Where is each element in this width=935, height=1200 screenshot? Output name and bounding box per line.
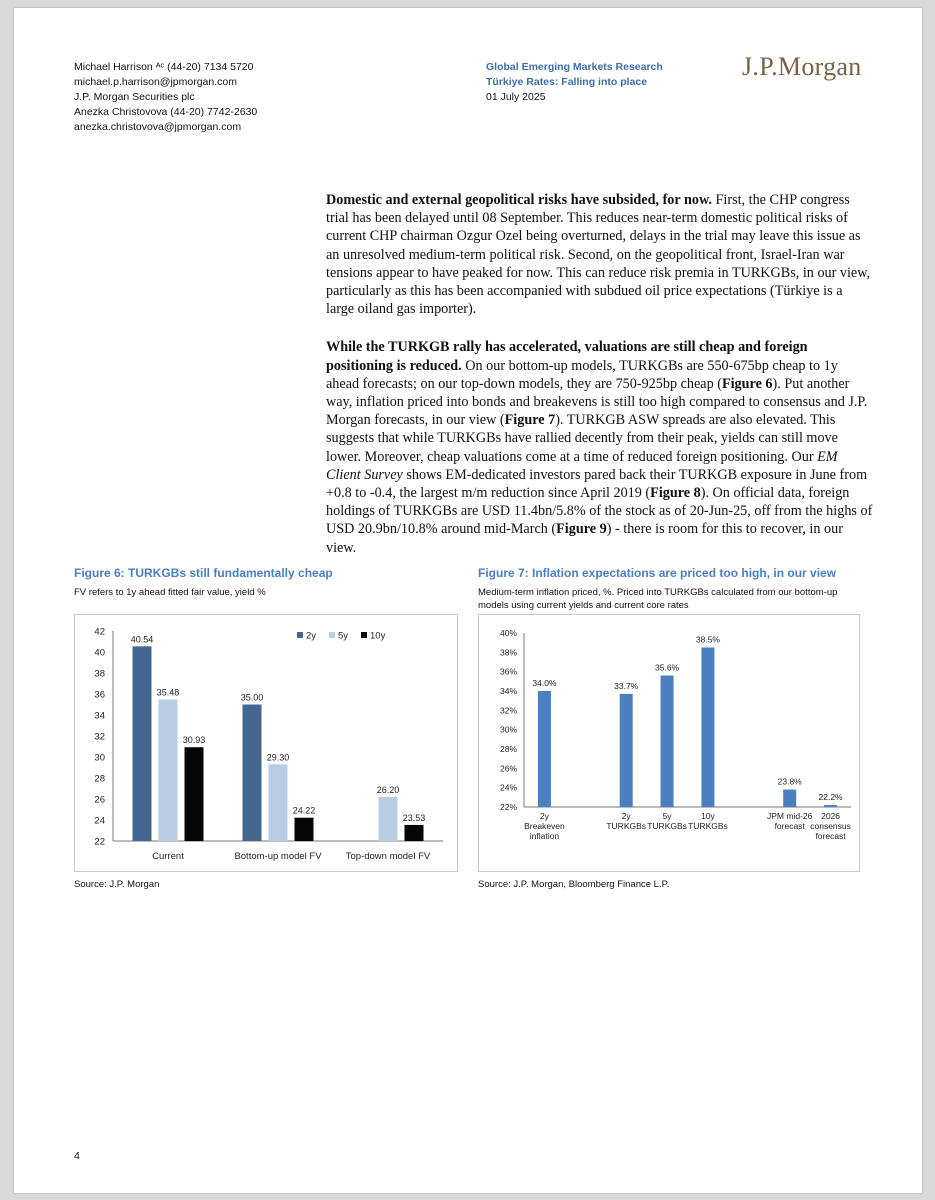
fig7-y-tick-label: 24% — [499, 782, 517, 793]
paragraph-lead: Domestic and external geopolitical risks have subsided, for now. — [326, 192, 712, 208]
fig7-y-tick-label: 38% — [499, 647, 517, 658]
author-email[interactable]: anezka.christovova@jpmorgan.com — [74, 121, 242, 133]
fig7-chart — [478, 614, 860, 872]
fig7-title: Figure 7: Inflation expectations are priced too high, in our view — [478, 566, 837, 580]
fig7-source: Source: J.P. Morgan, Bloomberg Finance L.P. — [478, 879, 670, 890]
report-date: 01 July 2025 — [486, 91, 546, 103]
fig7-x-tick-label: consensus — [810, 821, 851, 831]
paragraph-text: shows EM-dedicated investors pared back their TURKGB exposure in June from +0.8 to -0.4, the largest m/m reduction since April 2019 ( — [326, 466, 868, 502]
fig7-x-tick-label: TURKGBs — [688, 821, 728, 831]
paragraph-text: ). TURKGB ASW spreads are also elevated. This suggests that while TURKGBs have rallied decently from their peak, yields can still move lower. Moreover, cheap valuations come at a time of reduced foreign positioning. Our — [326, 412, 838, 465]
report-title: Türkiye Rates: Falling into place — [486, 76, 648, 88]
fig6-data-label: 24.22 — [292, 805, 316, 816]
fig7-x-tick-label: JPM mid-26 — [767, 811, 813, 821]
fig6-y-tick-label: 36 — [94, 689, 105, 701]
figure-link[interactable]: Figure 8 — [650, 485, 701, 502]
paragraph-lead: While the TURKGB rally has accelerated, valuations are still cheap and foreign positioning is reduced. — [326, 339, 808, 374]
fig6-data-label: 40.54 — [130, 634, 154, 645]
paragraph-text: ) - there is room for this to recover, in our view. — [326, 521, 843, 556]
fig6-data-label: 29.30 — [266, 752, 290, 763]
fig7-data-label: 35.6% — [655, 662, 680, 673]
paragraph-text: On our bottom-up models, TURKGBs are 550-675bp cheap to 1y ahead forecasts; on our top-down models, they are 750-925bp cheap ( — [326, 357, 838, 392]
fig7-bar — [783, 790, 796, 807]
fig7-data-label: 34.0% — [532, 678, 557, 688]
paragraph-text: First, the CHP congress trial has been delayed until 08 September. This reduces near-term domestic political risks of current CHP chairman Ozgur Ozel being overturned, delays in the trial may leave this issue as an unresolved medium-term political risk. Second, on the geopolitical front, Israel-Iran war tensions appear to have peaked for now. This can reduce risk premia in TURKGBs, in our view, particularly as this has been accompanied with subdued oil price expectations (Türkiye is a large oiland gas importer). — [326, 192, 871, 318]
fig6-legend-label: 2y — [306, 630, 317, 642]
fig6-y-tick-label: 38 — [94, 668, 105, 680]
fig6-y-tick-label: 26 — [94, 794, 105, 806]
report-page — [14, 8, 922, 1193]
author-line: J.P. Morgan Securities plc — [74, 91, 195, 103]
fig7-y-tick-label: 40% — [499, 628, 517, 638]
fig6-data-label: 35.48 — [156, 687, 180, 698]
fig7-y-tick-label: 36% — [499, 666, 517, 677]
fig6-x-tick-label: Current — [152, 851, 184, 862]
fig6-legend-swatch — [329, 632, 335, 638]
survey-name: EM Client Survey — [326, 448, 838, 483]
fig6-data-label: 26.20 — [376, 784, 400, 795]
fig7-x-tick-label: TURKGBs — [606, 821, 647, 831]
fig6-chart — [74, 614, 458, 872]
fig7-subtitle: Medium-term inflation priced, %. Priced into TURKGBs calculated from our bottom-up models using current yields and current core rates — [478, 587, 838, 611]
fig6-y-tick-label: 32 — [94, 731, 105, 743]
fig6-bar-5y — [379, 797, 398, 841]
fig6-y-tick-label: 40 — [94, 647, 105, 659]
author-line: Michael Harrison ᴬᶜ (44-20) 7134 5720 — [74, 61, 254, 73]
fig6-y-tick-label: 22 — [94, 836, 105, 848]
fig6-legend-swatch — [361, 632, 367, 638]
fig7-data-label: 22.2% — [818, 792, 843, 803]
paragraph-text: ). Put another way, inflation priced into bonds and breakevens is still too high compared to consensus and J.P. Morgan forecasts, in our view ( — [326, 375, 868, 429]
fig6-data-label: 35.00 — [240, 692, 264, 703]
fig7-x-tick-label: forecast — [774, 821, 805, 831]
series-title: Global Emerging Markets Research — [486, 61, 663, 73]
paragraph-geopolitical — [326, 191, 874, 318]
fig6-y-tick-label: 28 — [94, 773, 105, 785]
fig7-x-tick-label: 2y — [621, 811, 631, 821]
fig6-source: Source: J.P. Morgan — [74, 879, 160, 890]
fig7-data-label: 23.8% — [777, 776, 802, 787]
fig7-bar — [824, 805, 837, 807]
fig7-x-tick-label: forecast — [815, 831, 846, 841]
fig7-y-tick-label: 32% — [499, 705, 517, 716]
fig6-bar-10y — [295, 818, 314, 841]
figure-link[interactable]: Figure 9 — [556, 521, 607, 538]
fig7-svg — [479, 615, 859, 871]
body-text — [326, 191, 874, 577]
fig6-y-tick-label: 30 — [94, 752, 105, 764]
fig7-x-tick-label: 5y — [662, 811, 672, 821]
jpmorgan-logo: J.P.Morgan — [742, 52, 862, 81]
author-block — [74, 60, 257, 135]
page-number: 4 — [74, 1150, 80, 1162]
fig7-x-tick-label: 2y — [539, 811, 549, 821]
fig6-legend-label: 5y — [338, 630, 349, 642]
fig7-x-tick-label: inflation — [529, 831, 560, 841]
fig7-x-tick-label: TURKGBs — [647, 821, 687, 831]
fig6-bar-2y — [243, 705, 262, 842]
fig6-bar-5y — [269, 764, 288, 841]
fig6-bar-10y — [185, 747, 204, 841]
fig7-data-label: 33.7% — [614, 680, 639, 691]
fig7-y-tick-label: 22% — [499, 802, 517, 812]
report-header — [486, 60, 663, 105]
figure-link[interactable]: Figure 7 — [504, 412, 556, 429]
paragraph-valuations — [326, 338, 874, 556]
fig6-data-label: 23.53 — [402, 812, 426, 823]
fig7-y-tick-label: 28% — [499, 744, 517, 754]
fig7-bar — [661, 676, 674, 807]
fig6-title: Figure 6: TURKGBs still fundamentally cheap — [74, 566, 333, 580]
fig7-data-label: 38.5% — [695, 634, 720, 645]
fig7-x-tick-label: Breakeven — [524, 821, 565, 831]
fig7-y-tick-label: 34% — [499, 686, 517, 696]
fig7-x-tick-label: 2026 — [821, 811, 841, 821]
fig7-y-tick-label: 26% — [499, 763, 517, 774]
fig6-bar-2y — [133, 646, 152, 841]
fig6-data-label: 30.93 — [182, 735, 206, 746]
fig7-bar — [620, 694, 633, 807]
fig6-x-tick-label: Top-down model FV — [345, 851, 431, 862]
fig6-legend-label: 10y — [370, 630, 386, 642]
fig6-y-tick-label: 24 — [94, 815, 105, 827]
fig6-svg — [75, 615, 457, 871]
fig6-y-tick-label: 42 — [94, 626, 105, 638]
fig6-bar-10y — [405, 825, 424, 841]
author-email[interactable]: michael.p.harrison@jpmorgan.com — [74, 76, 237, 88]
fig6-bar-5y — [159, 699, 178, 841]
paragraph-text: ). On official data, foreign holdings of TURKGBs are USD 11.4bn/5.8% of the stock as of 20-Jun-25, off from the highs of USD 20.9bn/10.8% around mid-March ( — [326, 485, 873, 538]
fig6-x-tick-label: Bottom-up model FV — [234, 851, 322, 862]
figure-link[interactable]: Figure 6 — [721, 375, 773, 392]
fig7-x-tick-label: 10y — [701, 811, 715, 821]
fig6-legend-swatch — [297, 632, 303, 638]
fig7-bar — [538, 691, 551, 807]
fig6-y-tick-label: 34 — [94, 710, 105, 722]
fig7-bar — [701, 648, 714, 808]
author-line: Anezka Christovova (44-20) 7742-2630 — [74, 106, 258, 118]
fig6-subtitle: FV refers to 1y ahead fitted fair value, yield % — [74, 587, 266, 598]
fig7-y-tick-label: 30% — [499, 724, 517, 735]
